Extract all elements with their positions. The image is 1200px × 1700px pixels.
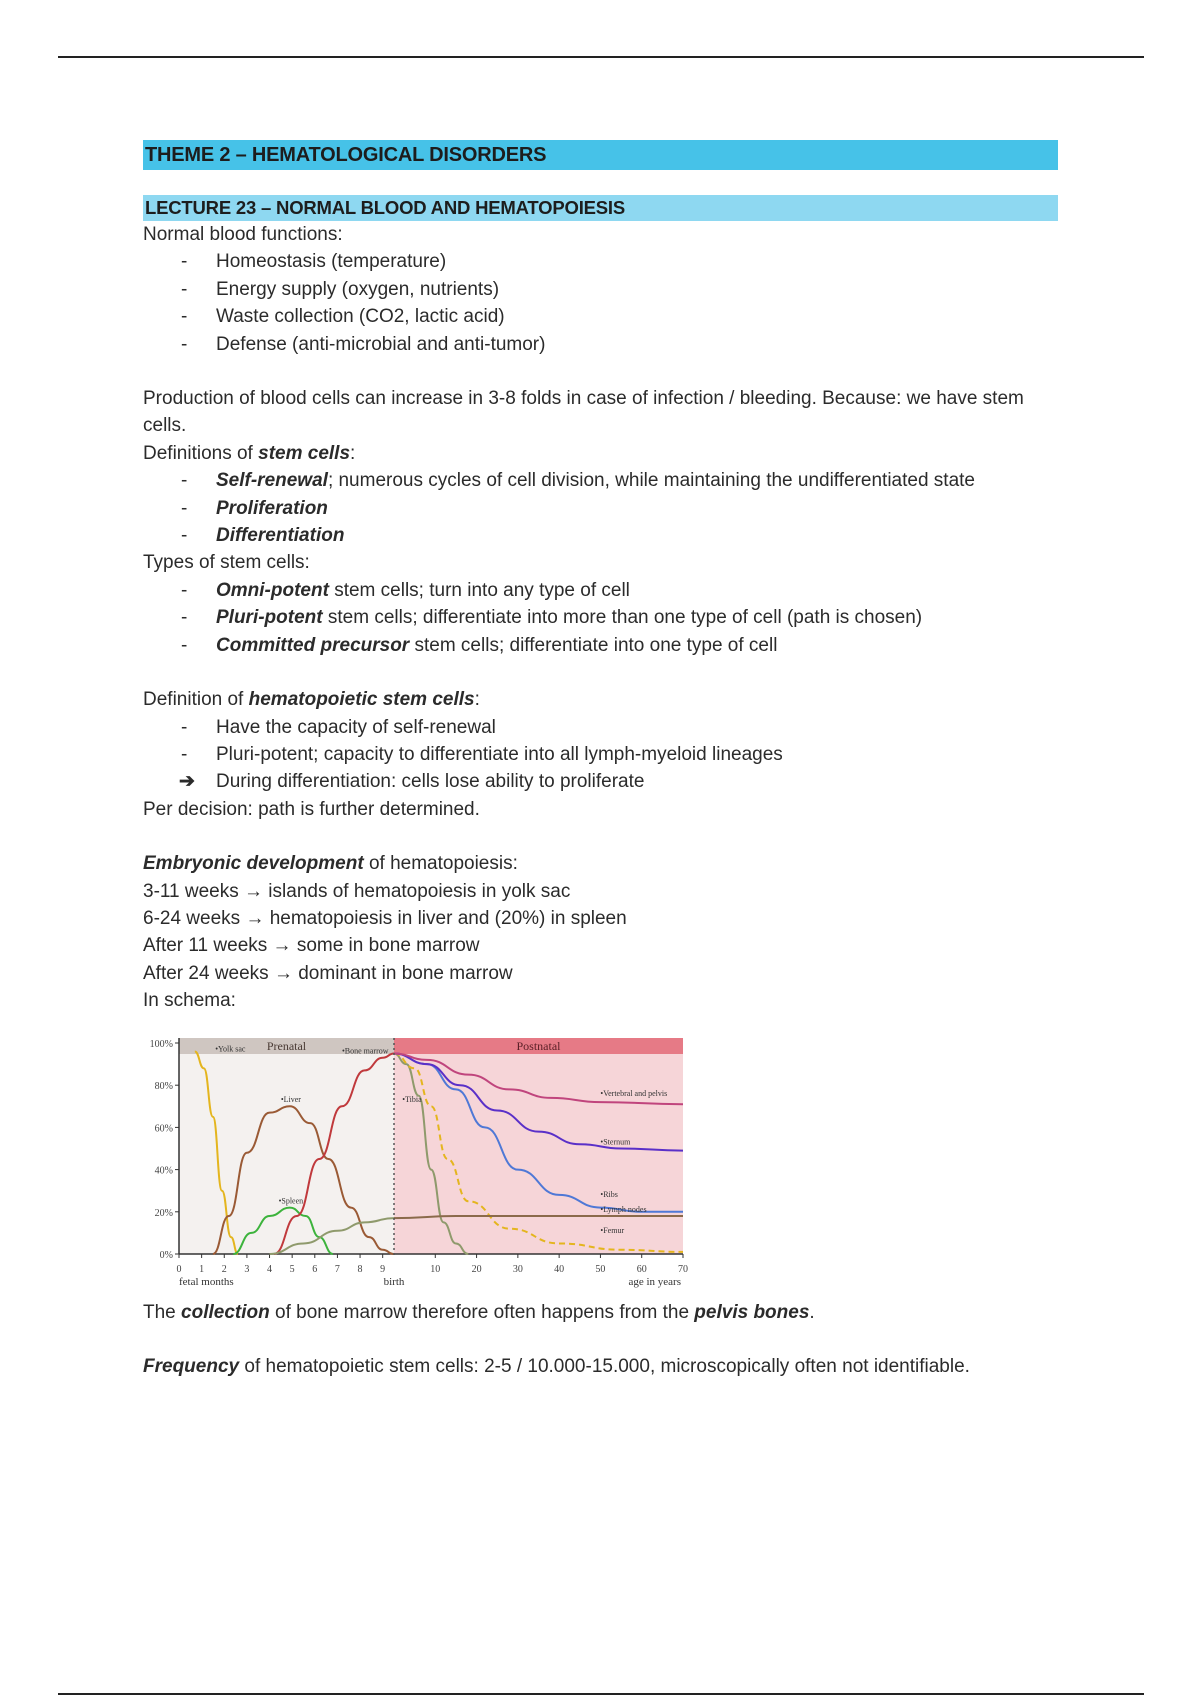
x-tick-label: 50 xyxy=(595,1264,606,1275)
dash-bullet: - xyxy=(181,306,188,328)
x-tick-label: 4 xyxy=(267,1264,273,1275)
frequency-paragraph: Frequency of hematopoietic stem cells: 2-5 / 10.000-15.000, microscopically often not identifiable. xyxy=(143,1355,970,1377)
list-item: - Proliferation xyxy=(143,495,1058,522)
prenatal-background xyxy=(179,1054,394,1254)
embryonic-line: After 24 weeks → dominant in bone marrow xyxy=(143,962,513,984)
list-item: - Have the capacity of self-renewal xyxy=(143,714,1058,741)
list-item: - Homeostasis (temperature) xyxy=(143,248,1058,275)
dash-bullet: - xyxy=(181,525,188,547)
list-item: - Pluri-potent; capacity to differentiate into all lymph-myeloid lineages xyxy=(143,741,1058,768)
dash-bullet: - xyxy=(181,607,188,629)
production-paragraph: Production of blood cells can increase in 3-8 folds in case of infection / bleeding. Because: we have stem cells. xyxy=(143,388,1024,437)
x-tick-label: 0 xyxy=(176,1264,182,1275)
x-tick-label: 60 xyxy=(636,1264,647,1275)
chart-svg xyxy=(143,1018,688,1300)
x-tick-label: 2 xyxy=(221,1264,227,1275)
series-label: •Femur xyxy=(600,1225,625,1235)
blood-functions-intro: Normal blood functions: xyxy=(143,224,343,245)
series-label: •Spleen xyxy=(278,1196,304,1206)
theme-heading: THEME 2 – HEMATOLOGICAL DISORDERS xyxy=(143,140,1058,170)
series-label: •Bone marrow xyxy=(341,1046,389,1056)
embryonic-line: 6-24 weeks → hematopoiesis in liver and (20%) in spleen xyxy=(143,907,627,929)
hematopoiesis-chart xyxy=(143,1018,688,1300)
dash-bullet: - xyxy=(181,634,188,656)
series-label: •Tibia xyxy=(402,1095,422,1105)
dash-bullet: - xyxy=(181,743,188,765)
x-axis-label-prenatal: fetal months xyxy=(179,1276,234,1288)
hsc-definition-intro: Definition of hematopoietic stem cells: xyxy=(143,689,480,711)
list-item: - Differentiation xyxy=(143,522,1058,549)
stem-cell-types-intro: Types of stem cells: xyxy=(143,552,310,574)
postnatal-label: Postnatal xyxy=(516,1039,561,1053)
birth-label: birth xyxy=(383,1276,405,1288)
dash-bullet: - xyxy=(181,470,188,492)
embryonic-line: 3-11 weeks → islands of hematopoiesis in yolk sac xyxy=(143,880,571,902)
series-label: •Lymph nodes xyxy=(600,1204,647,1214)
stem-cell-types-list xyxy=(143,577,1058,659)
y-tick-label: 20% xyxy=(154,1207,173,1219)
x-tick-label: 9 xyxy=(380,1264,386,1275)
dash-bullet: - xyxy=(181,278,188,300)
series-label: •Liver xyxy=(280,1095,301,1105)
list-item: - Committed precursor stem cells; differentiate into one type of cell xyxy=(143,632,1058,659)
dash-bullet: - xyxy=(181,716,188,738)
arrow-icon: ➔ xyxy=(179,771,195,793)
series-label: •Yolk sac xyxy=(215,1044,246,1054)
stem-cell-definitions-list xyxy=(143,467,1058,549)
lecture-heading: LECTURE 23 – NORMAL BLOOD AND HEMATOPOIESIS xyxy=(143,195,1058,221)
x-tick-label: 1 xyxy=(199,1264,205,1275)
series-label: •Sternum xyxy=(600,1137,631,1147)
x-tick-label: 7 xyxy=(334,1264,340,1275)
list-item: - Omni-potent stem cells; turn into any type of cell xyxy=(143,577,1058,604)
list-item: - Waste collection (CO2, lactic acid) xyxy=(143,303,1058,330)
x-tick-label: 6 xyxy=(312,1264,318,1275)
dash-bullet: - xyxy=(181,579,188,601)
stem-cell-definitions-intro: Definitions of stem cells: xyxy=(143,442,356,464)
list-item: - Energy supply (oxygen, nutrients) xyxy=(143,276,1058,303)
x-tick-label: 20 xyxy=(471,1264,482,1275)
y-tick-label: 100% xyxy=(149,1039,173,1050)
x-tick-label: 5 xyxy=(289,1264,295,1275)
x-tick-label: 70 xyxy=(678,1264,688,1275)
bottom-rule xyxy=(58,1693,1144,1695)
decision-line: Per decision: path is further determined. xyxy=(143,798,480,820)
y-tick-label: 40% xyxy=(154,1165,173,1177)
x-axis-label-postnatal: age in years xyxy=(628,1276,681,1288)
x-tick-label: 3 xyxy=(244,1264,250,1275)
series-label: •Ribs xyxy=(600,1190,618,1200)
x-tick-label: 10 xyxy=(430,1264,441,1275)
list-item: - Defense (anti-microbial and anti-tumor) xyxy=(143,331,1058,358)
blood-functions-list xyxy=(143,248,1058,358)
list-item: ➔ During differentiation: cells lose ability to proliferate xyxy=(143,768,1058,795)
dash-bullet: - xyxy=(181,333,188,355)
top-rule xyxy=(58,56,1144,58)
y-tick-label: 60% xyxy=(154,1123,173,1135)
list-item: - Pluri-potent stem cells; differentiate into more than one type of cell (path is chosen) xyxy=(143,604,1058,631)
schema-label: In schema: xyxy=(143,990,236,1012)
x-tick-label: 40 xyxy=(554,1264,565,1275)
y-tick-label: 80% xyxy=(154,1081,173,1093)
x-tick-label: 30 xyxy=(512,1264,523,1275)
embryonic-line: After 11 weeks → some in bone marrow xyxy=(143,935,480,957)
list-item: - Self-renewal; numerous cycles of cell division, while maintaining the undifferentiated state xyxy=(143,467,1058,494)
postnatal-background xyxy=(394,1054,683,1254)
collection-paragraph: The collection of bone marrow therefore often happens from the pelvis bones. xyxy=(143,1301,815,1323)
x-tick-label: 8 xyxy=(357,1264,363,1275)
y-tick-label: 0% xyxy=(159,1250,173,1261)
dash-bullet: - xyxy=(181,251,188,273)
embryonic-intro: Embryonic development of hematopoiesis: xyxy=(143,853,518,875)
dash-bullet: - xyxy=(181,497,188,519)
hsc-definition-list xyxy=(143,714,1058,796)
prenatal-label: Prenatal xyxy=(266,1039,307,1053)
series-label: •Vertebral and pelvis xyxy=(600,1088,668,1098)
